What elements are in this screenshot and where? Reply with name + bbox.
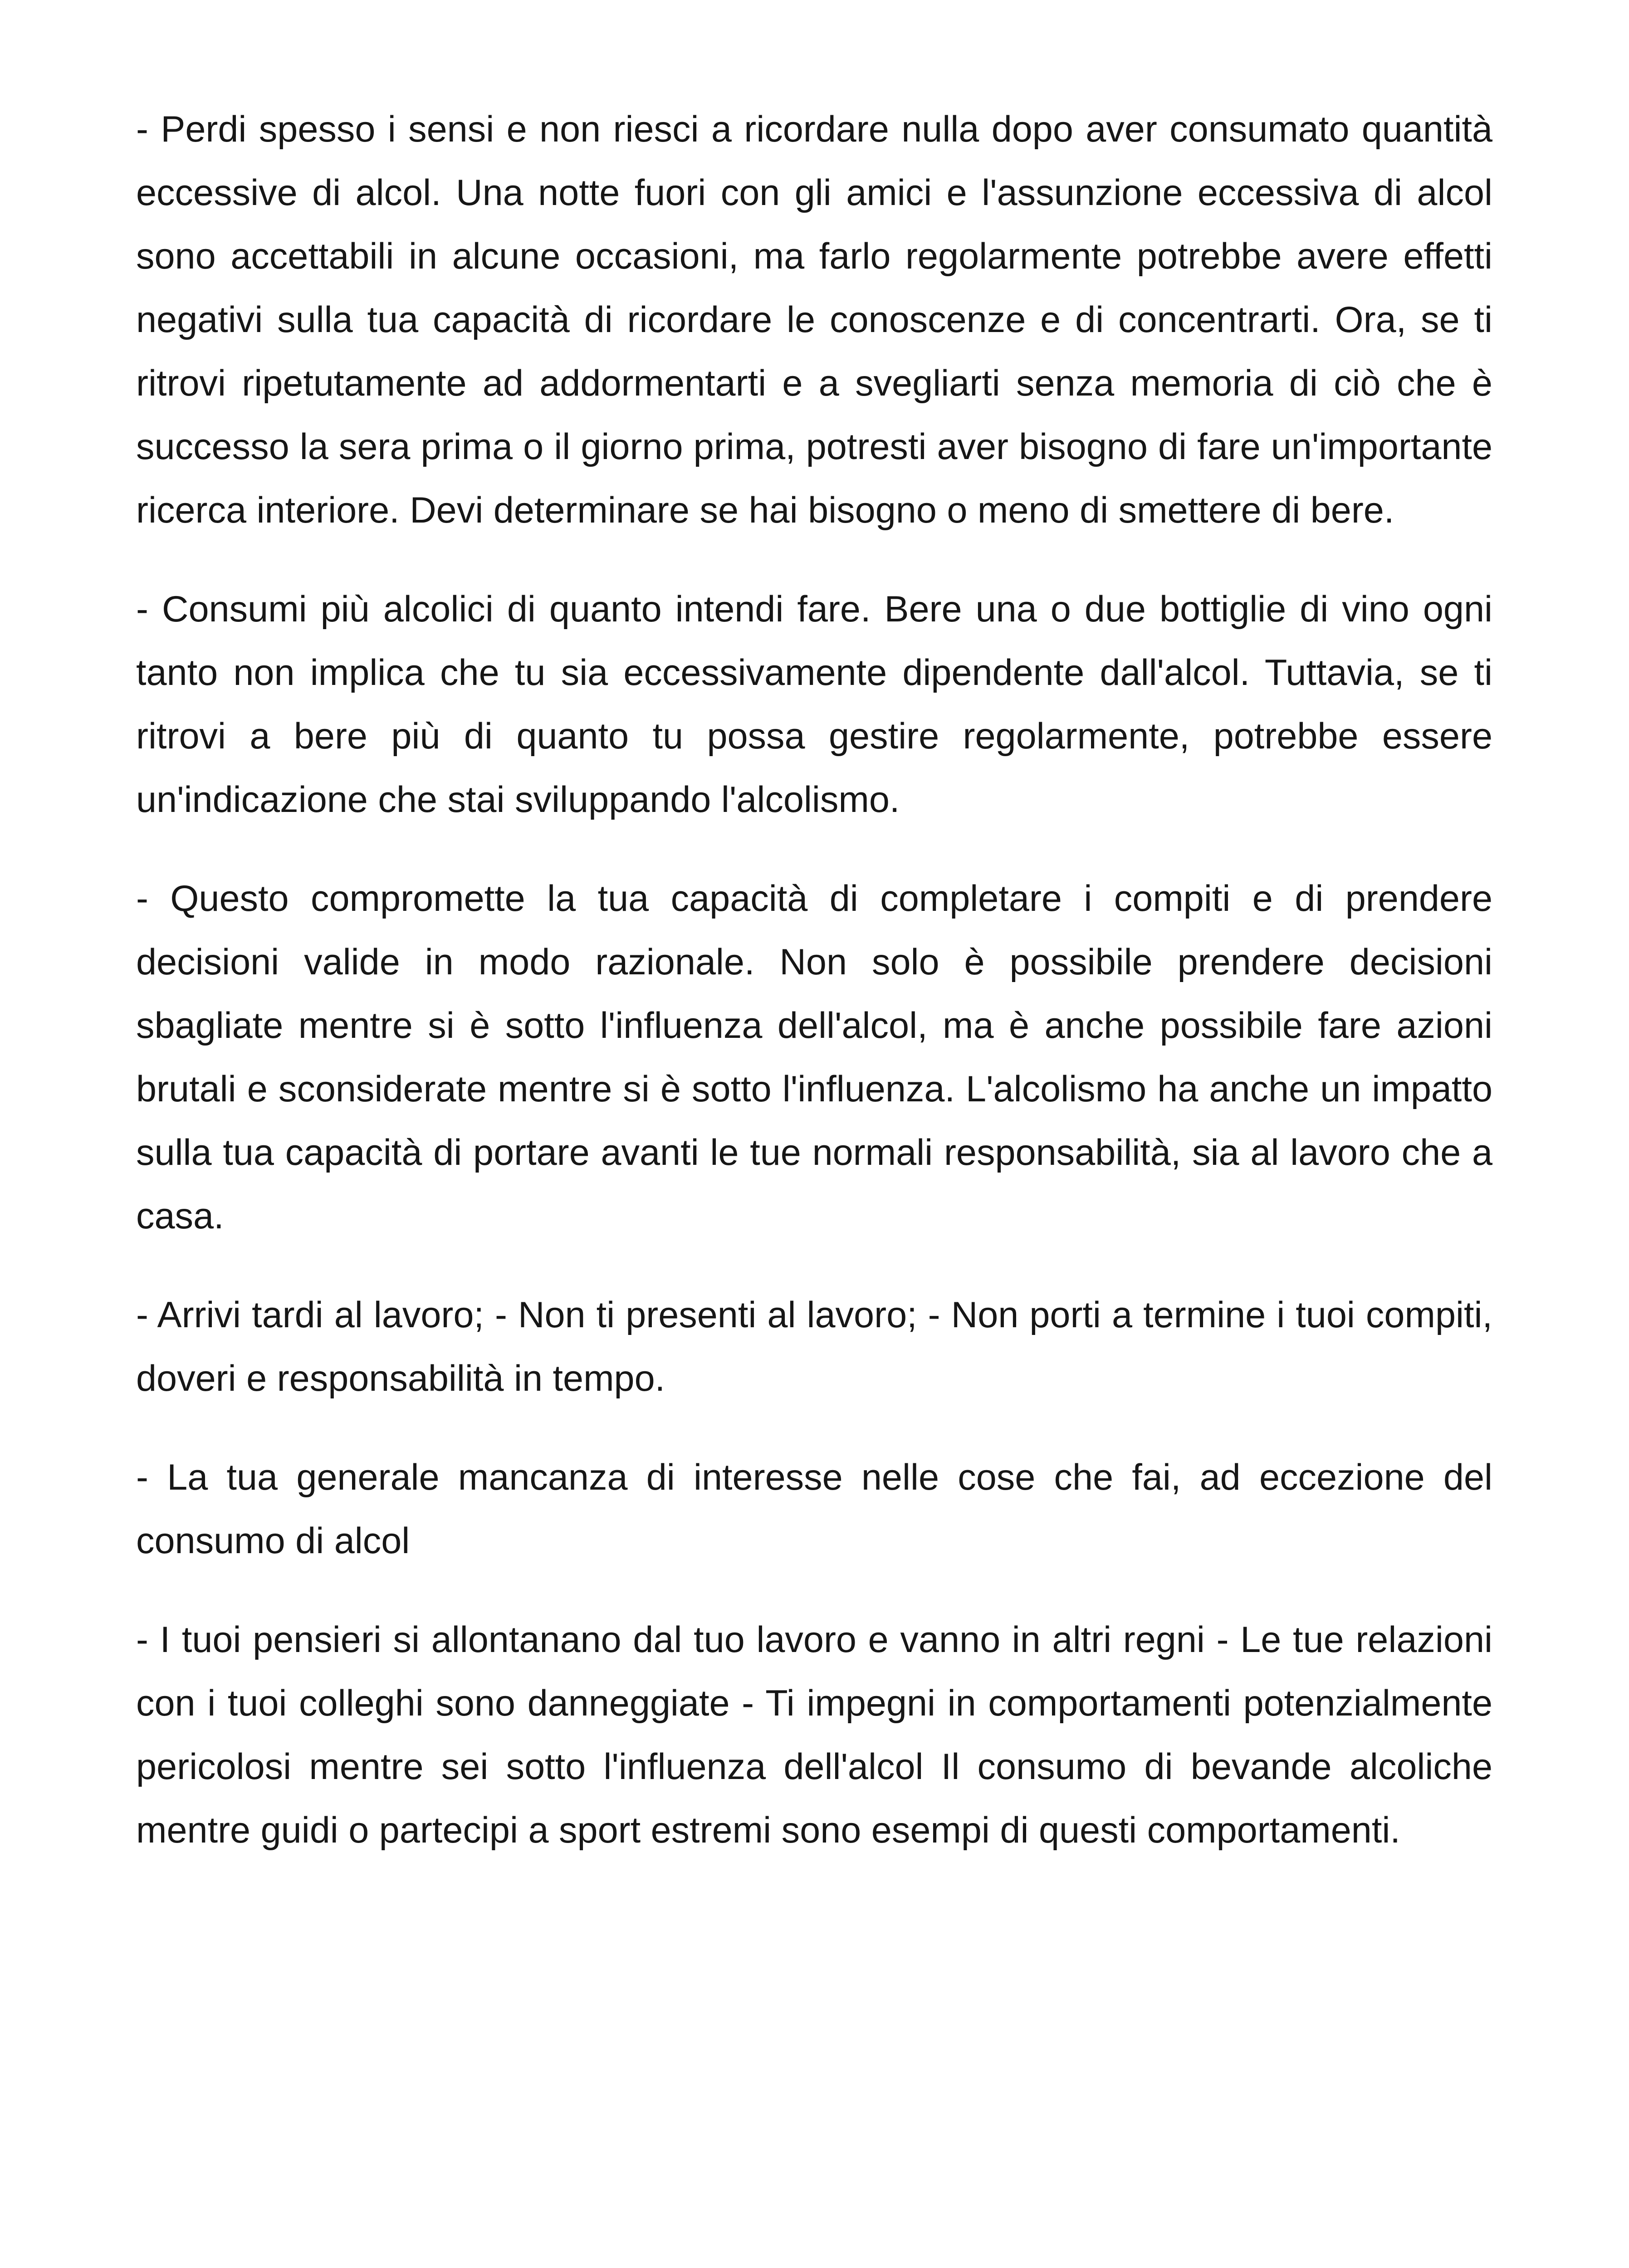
paragraph: - Arrivi tardi al lavoro; - Non ti presenti al lavoro; - Non porti a termine i tuoi compiti, doveri e responsabilità in tempo. — [136, 1295, 1492, 1399]
paragraph: - Questo compromette la tua capacità di completare i compiti e di prendere decisioni valide in modo razionale. Non solo è possibile prendere decisioni sbagliate mentre si è sotto l'influenza dell'alcol, ma è anche possibile fare azioni brutali e sconsiderate mentre si è sotto l'influenza. L'alcolismo ha anche un impatto sulla tua capacità di portare avanti le tue normali responsabilità, sia al lavoro che a casa. — [136, 878, 1492, 1237]
paragraph: - Perdi spesso i sensi e non riesci a ricordare nulla dopo aver consumato quantità eccessive di alcol. Una notte fuori con gli amici e l'assunzione eccessiva di alcol sono accettabili in alcune occasioni, ma farlo regolarmente potrebbe avere effetti negativi sulla tua capacità di ricordare le conoscenze e di concentrarti. Ora, se ti ritrovi ripetutamente ad addormentarti e a svegliarti senza memoria di ciò che è successo la sera prima o il giorno prima, potresti aver bisogno di fare un'importante ricerca interiore. Devi determinare se hai bisogno o meno di smettere di bere. — [136, 109, 1492, 531]
paragraph: - Consumi più alcolici di quanto intendi fare. Bere una o due bottiglie di vino ogni tanto non implica che tu sia eccessivamente dipendente dall'alcol. Tuttavia, se ti ritrovi a bere più di quanto tu possa gestire regolarmente, potrebbe essere un'indicazione che stai sviluppando l'alcolismo. — [136, 589, 1492, 820]
page-body — [136, 98, 1492, 1897]
paragraph: - La tua generale mancanza di interesse nelle cose che fai, ad eccezione del consumo di alcol — [136, 1457, 1492, 1561]
paragraph: - I tuoi pensieri si allontanano dal tuo lavoro e vanno in altri regni - Le tue relazioni con i tuoi colleghi sono danneggiate - Ti impegni in comportamenti potenzialmente pericolosi mentre sei sotto l'influenza dell'alcol Il consumo di bevande alcoliche mentre guidi o partecipi a sport estremi sono esempi di questi comportamenti. — [136, 1619, 1492, 1851]
